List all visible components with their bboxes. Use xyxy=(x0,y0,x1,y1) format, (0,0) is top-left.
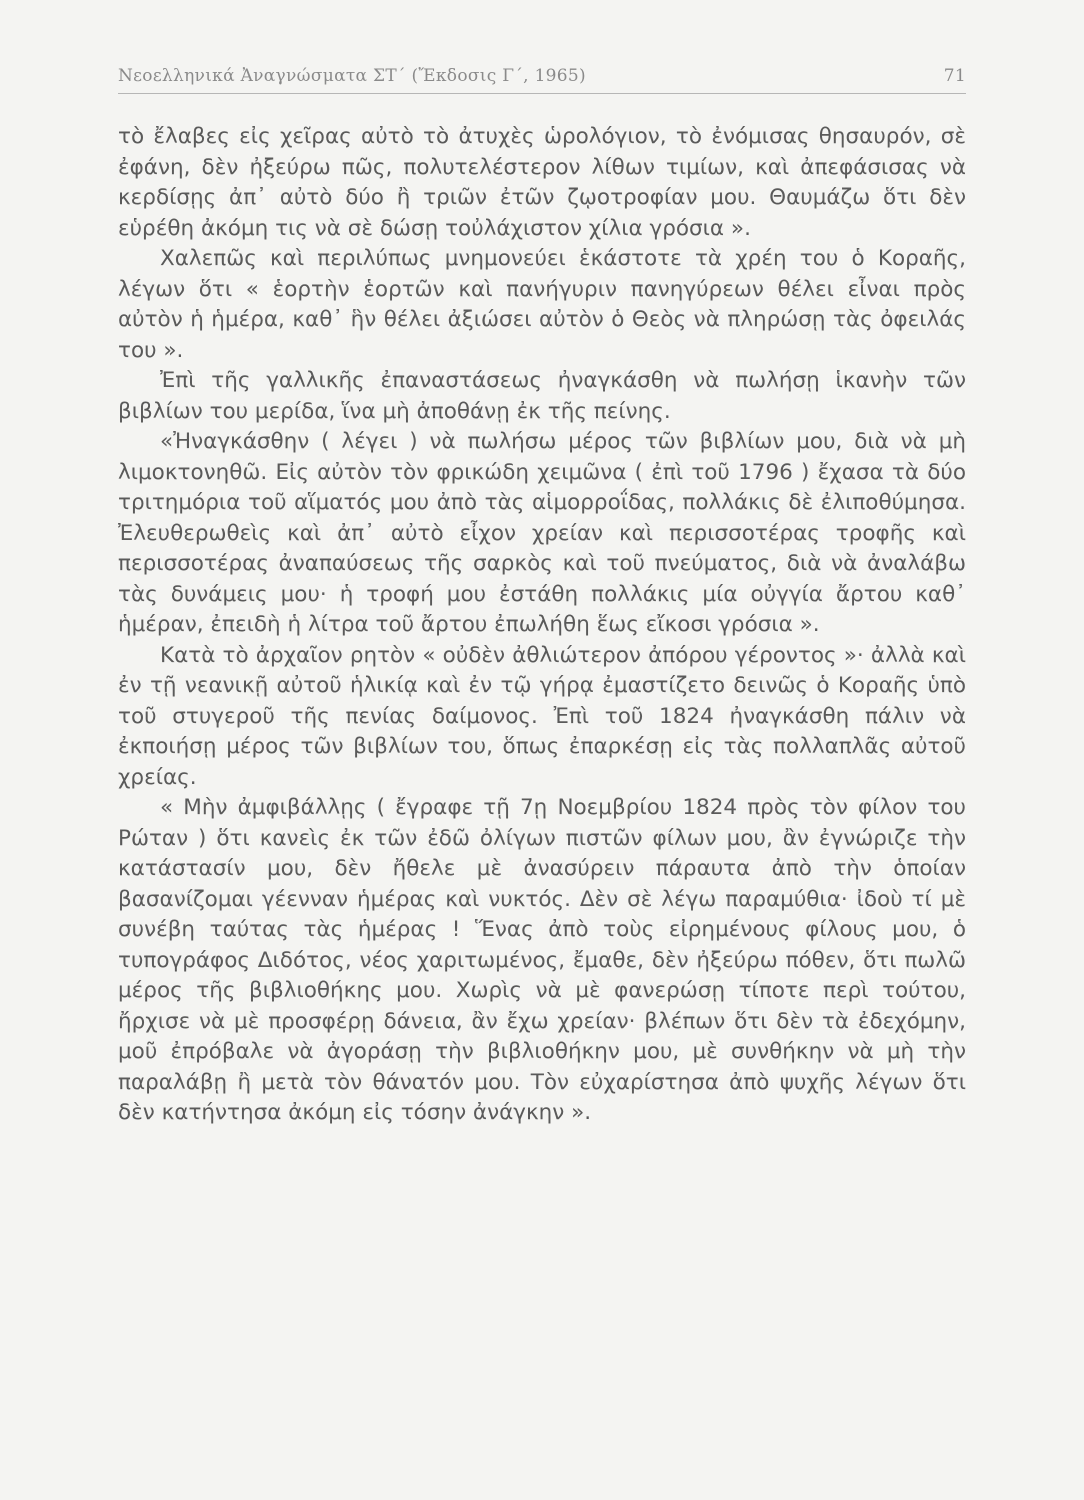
paragraph-5: Κατὰ τὸ ἀρχαῖον ρητὸν « οὐδὲν ἀθλιώτερον ἀπόρου γέροντος »· ἀλλὰ καὶ ἐν τῇ νεανικῇ αὐτοῦ ἡλικίᾳ καὶ ἐν τῷ γήρᾳ ἐμαστίζετο δεινῶς ὁ Κοραῆς ὑπὸ τοῦ στυγεροῦ τῆς πενίας δαίμονος. Ἐπὶ τοῦ 1824 ἠναγκάσθη πάλιν νὰ ἐκποιήσῃ μέρος τῶν βιβλίων του, ὅπως ἐπαρκέσῃ εἰς τὰς πολλαπλᾶς αὐτοῦ χρείας. xyxy=(118,642,966,790)
paragraph-2: Χαλεπῶς καὶ περιλύπως μνημονεύει ἑκάστοτε τὰ χρέη του ὁ Κοραῆς, λέγων ὅτι « ἑορτὴν ἑορτῶν καὶ πανήγυριν πανηγύρεων θέλει εἶναι πρὸς αὐτὸν ἡ ἡμέρα, καθ᾽ ἣν θέλει ἀξιώσει αὐτὸν ὁ Θεὸς νὰ πληρώσῃ τὰς ὀφειλάς του ». xyxy=(118,246,966,363)
paragraph-6: « Μὴν ἀμφιβάλλῃς ( ἔγραφε τῇ 7ῃ Νοεμβρίου 1824 πρὸς τὸν φίλον του Ρώταν ) ὅτι κανεὶς ἐκ τῶν ἐδῶ ὀλίγων πιστῶν φίλων μου, ἂν ἐγνώριζε τὴν κατάστασίν μου, δὲν ἤθελε μὲ ἀνασύρειν πάραυτα ἀπὸ τὴν ὁποίαν βασανίζομαι γέενναν ἡμέρας καὶ νυκτός. Δὲν σὲ λέγω παραμύθια· ἰδοὺ τί μὲ συνέβη ταύτας τὰς ἡμέρας ! Ἕνας ἀπὸ τοὺς εἰρημένους φίλους μου, ὁ τυπογράφος Διδότος, νέος χαριτωμένος, ἔμαθε, δὲν ἠξεύρω πόθεν, ὅτι πωλῶ μέρος τῆς βιβλιοθήκης μου. Χωρὶς νὰ μὲ φανερώσῃ τίποτε περὶ τούτου, ἤρχισε νὰ μὲ προσφέρῃ δάνεια, ἂν ἔχω χρείαν· βλέπων ὅτι δὲν τὰ ἐδεχόμην, μοῦ ἐπρόβαλε νὰ ἀγοράσῃ τὴν βιβλιοθήκην μου, μὲ συνθήκην νὰ μὴ τὴν παραλάβῃ ἢ μετὰ τὸν θάνατόν μου. Τὸν εὐχαρίστησα ἀπὸ ψυχῆς λέγων ὅτι δὲν κατήντησα ἀκόμη εἰς τόσην ἀνάγκην ». xyxy=(118,795,966,1125)
header-rule xyxy=(118,93,966,94)
running-head-title: Νεοελληνικά Ἀναγνώσματα ΣΤ΄ (Ἔκδοσις Γ΄, 1965) xyxy=(118,66,586,86)
page-number: 71 xyxy=(943,66,966,86)
paragraph-4: «Ἠναγκάσθην ( λέγει ) νὰ πωλήσω μέρος τῶν βιβλίων μου, διὰ νὰ μὴ λιμοκτονηθῶ. Εἰς αὐτὸν τὸν φρικώδη χειμῶνα ( ἐπὶ τοῦ 1796 ) ἔχασα τὰ δύο τριτημόρια τοῦ αἵματός μου ἀπὸ τὰς αἱμορροΐδας, πολλάκις δὲ ἐλιποθύμησα. Ἐλευθερωθεὶς καὶ ἀπ᾽ αὐτὸ εἶχον χρείαν καὶ περισσοτέρας τροφῆς καὶ περισσοτέρας ἀναπαύσεως τῆς σαρκὸς καὶ τοῦ πνεύματος, διὰ νὰ ἀναλάβω τὰς δυνάμεις μου· ἡ τροφή μου ἐστάθη πολλάκις μία οὐγγία ἄρτου καθ᾽ ἡμέραν, ἐπειδὴ ἡ λίτρα τοῦ ἄρτου ἐπωλήθη ἕως εἴκοσι γρόσια ». xyxy=(118,429,966,637)
paragraph-1: τὸ ἔλαβες εἰς χεῖρας αὐτὸ τὸ ἀτυχὲς ὡρολόγιον, τὸ ἐνόμισας θησαυρόν, σὲ ἐφάνη, δὲν ἠξεύρω πῶς, πολυτελέστερον λίθων τιμίων, καὶ ἀπεφάσισας νὰ κερδίσῃς ἀπ᾽ αὐτὸ δύο ἢ τριῶν ἐτῶν ζῳοτροφίαν μου. Θαυμάζω ὅτι δὲν εὑρέθη ἀκόμη τις νὰ σὲ δώσῃ τοὐλάχιστον χίλια γρόσια ». xyxy=(118,124,966,241)
running-header xyxy=(118,66,966,92)
paragraph-3: Ἐπὶ τῆς γαλλικῆς ἐπαναστάσεως ἠναγκάσθη νὰ πωλήσῃ ἱκανὴν τῶν βιβλίων του μερίδα, ἵνα μὴ ἀποθάνῃ ἐκ τῆς πείνης. xyxy=(118,368,966,424)
body-text xyxy=(118,122,966,1129)
